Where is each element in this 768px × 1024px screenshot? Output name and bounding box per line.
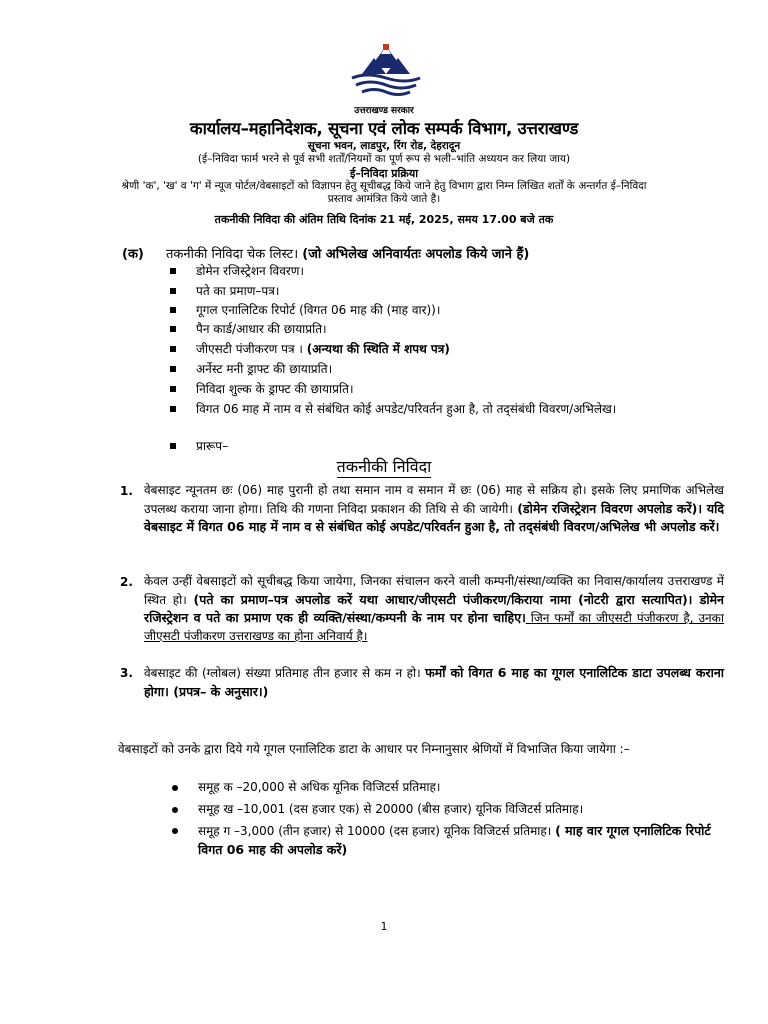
- condition-text-part: (पते का प्रमाण–पत्र अपलोड करें यथा आधार/जीएसटी पंजीकरण/किराया नामा (नोटरी द्वारा सत्यापित)। डोमेन रजिस्ट्रेशन व पते का प्रमाण एक ही व्यक्ति/संस्था/कम्पनी के नाम पर होना चाहिए।: [144, 591, 724, 625]
- round-bullet-icon: [172, 785, 178, 791]
- square-bullet-icon: [170, 366, 176, 372]
- technical-bid-heading-text: तकनीकी निविदा: [336, 457, 432, 476]
- condition-text: [144, 664, 724, 701]
- condition-text-part: केवल उन्हीं वेबसाइटों को सूचीबद्ध किया जायेगा, जिनका संचालन करने वाली कम्पनी/संस्था/व्यक्ति का निवास/कार्यालय उत्तराखण्ड में स्थित हो।: [144, 574, 724, 607]
- checklist-title-bold: (जो अभिलेख अनिवार्यतः अपलोड किये जाने हैं): [302, 247, 530, 262]
- classification-intro: वेबसाइटों को उनके द्वारा दिये गये गूगल एनालिटिक डाटा के आधार पर निम्नानुसार श्रेणियों में विभाजित किया जायेगा :–: [118, 742, 630, 756]
- uttarakhand-govt-emblem-icon: [348, 44, 424, 100]
- checklist-item-text: निविदा शुल्क के ड्राफ्ट की छायाप्रति।: [196, 382, 354, 396]
- group-item-text: समूह ख –10,001 (दस हजार एक) से 20000 (बीस हजार) यूनिक विजिटर्स प्रतिमाह।: [198, 802, 584, 816]
- intro-text: श्रेणी 'क', 'ख' व 'ग' में न्यूज पोर्टल/वेबसाइटों को विज्ञापन हेतु सूचीबद्ध किये जाने हेतु विभाग द्वारा निम्न लिखित शर्तों के अन्तर्गत ई–निविदा प्रस्ताव आमंत्रित किये जाते है।: [121, 180, 647, 205]
- round-bullet-icon: [172, 807, 178, 813]
- checklist-title-text: तकनीकी निविदा चेक लिस्ट।: [166, 247, 299, 262]
- checklist-item-text: जीएसटी पंजीकरण पत्र । (अन्यथा की स्थिति में शपथ पत्र): [196, 342, 450, 356]
- group-item-text: समूह क –20,000 से अधिक यूनिक विजिटर्स प्रतिमाह।: [198, 780, 441, 794]
- condition-text: [144, 482, 724, 537]
- instruction-note: (ई–निविदा फार्म भरने से पूर्व सभी शर्तों/नियमों का पूर्ण रूप से भली–भांति अध्ययन कर लिया जाय): [197, 153, 571, 165]
- square-bullet-icon: [170, 288, 176, 294]
- checklist-item-text: पते का प्रमाण–पत्र।: [196, 284, 280, 298]
- condition-text-part: वेबसाइट की (ग्लोबल) संख्या प्रतिमाह तीन हजार से कम न हो।: [144, 666, 426, 680]
- condition-number: 2.: [120, 575, 133, 589]
- group-item-text: समूह ग –3,000 (तीन हजार) से 10000 (दस हजार) यूनिक विजिटर्स प्रतिमाह। ( माह वार गूगल एनालिटिक रिपोर्ट विगत 06 माह की अपलोड करें): [198, 823, 711, 857]
- govt-name: उत्तराखण्ड सरकार: [354, 106, 414, 116]
- condition-text-part: वेबसाइट न्यूनतम छः (06) माह पुरानी हो तथा समान नाम व समान में छः (06) माह से सक्रिय हो। इसके लिए प्रमाणिक अभिलेख उपलब्ध कराया जाना होगा। तिथि की गणना निविदा प्रकाशन की तिथि से की जायेगी।: [144, 483, 724, 516]
- square-bullet-icon: [170, 406, 176, 412]
- condition-number: 1.: [120, 484, 133, 498]
- checklist-item-text: पैन कार्ड/आधार की छायाप्रति।: [196, 322, 327, 336]
- section-marker: (क): [122, 247, 144, 262]
- square-bullet-icon: [170, 443, 176, 449]
- eprocess-heading: ई–निविदा प्रक्रिया: [349, 167, 419, 180]
- square-bullet-icon: [170, 268, 176, 274]
- office-title: कार्यालय–महानिदेशक, सूचना एवं लोक सम्पर्क विभाग, उत्तराखण्ड: [189, 119, 579, 138]
- square-bullet-icon: [170, 307, 176, 313]
- office-address: सूचना भवन, लाडपुर, रिंग रोड, देहरादून: [307, 140, 461, 152]
- condition-number: 3.: [120, 666, 133, 680]
- checklist-item-text: गूगल एनालिटिक रिपोर्ट (विगत 06 माह की (माह वार))।: [196, 303, 441, 317]
- checklist-item-text: अर्नेस्ट मनी ड्राफ्ट की छायाप्रति।: [196, 362, 333, 376]
- square-bullet-icon: [170, 346, 176, 352]
- condition-text-part: फर्मों को विगत 6 माह का गूगल एनालिटिक डाटा उपलब्ध कराना होगा। (प्रपत्र– के अनुसार।): [144, 665, 724, 699]
- page-number: 1: [380, 920, 388, 933]
- condition-text-part: जिन फर्मों का जीएसटी पंजीकरण है, उनका जीएसटी पंजीकरण उत्तराखण्ड का होना अनिवार्य है।: [144, 611, 725, 643]
- square-bullet-icon: [170, 386, 176, 392]
- square-bullet-icon: [170, 326, 176, 332]
- checklist-item-bold: (अन्यथा की स्थिति में शपथ पत्र): [306, 342, 450, 356]
- technical-bid-heading: [0, 455, 768, 477]
- checklist-item-text: विगत 06 माह में नाम व से संबंधित कोई अपडेट/परिवर्तन हुआ है, तो तद्संबंधी विवरण/अभिलेख।: [196, 402, 617, 416]
- checklist-item-text: प्रारूप–: [196, 439, 229, 453]
- group-item-bold: ( माह वार गूगल एनालिटिक रिपोर्ट विगत 06 माह की अपलोड करें): [198, 823, 711, 857]
- last-date: तकनीकी निविदा की अंतिम तिथि दिनांक 21 मई, 2025, समय 17.00 बजे तक: [214, 213, 554, 226]
- checklist-title: [166, 244, 529, 262]
- checklist-item-text: डोमेन रजिस्ट्रेशन विवरण।: [196, 264, 305, 278]
- round-bullet-icon: [172, 828, 178, 834]
- condition-text-part: (डोमेन रजिस्ट्रेशन विवरण अपलोड करें)। यदि वेबसाइट में विगत 06 माह में नाम व से संबंधित कोई अपडेट/परिवर्तन हुआ है, तो तद्संबंधी विवरण/अभिलेख भी अपलोड करें।: [144, 500, 724, 534]
- condition-text: [144, 573, 724, 645]
